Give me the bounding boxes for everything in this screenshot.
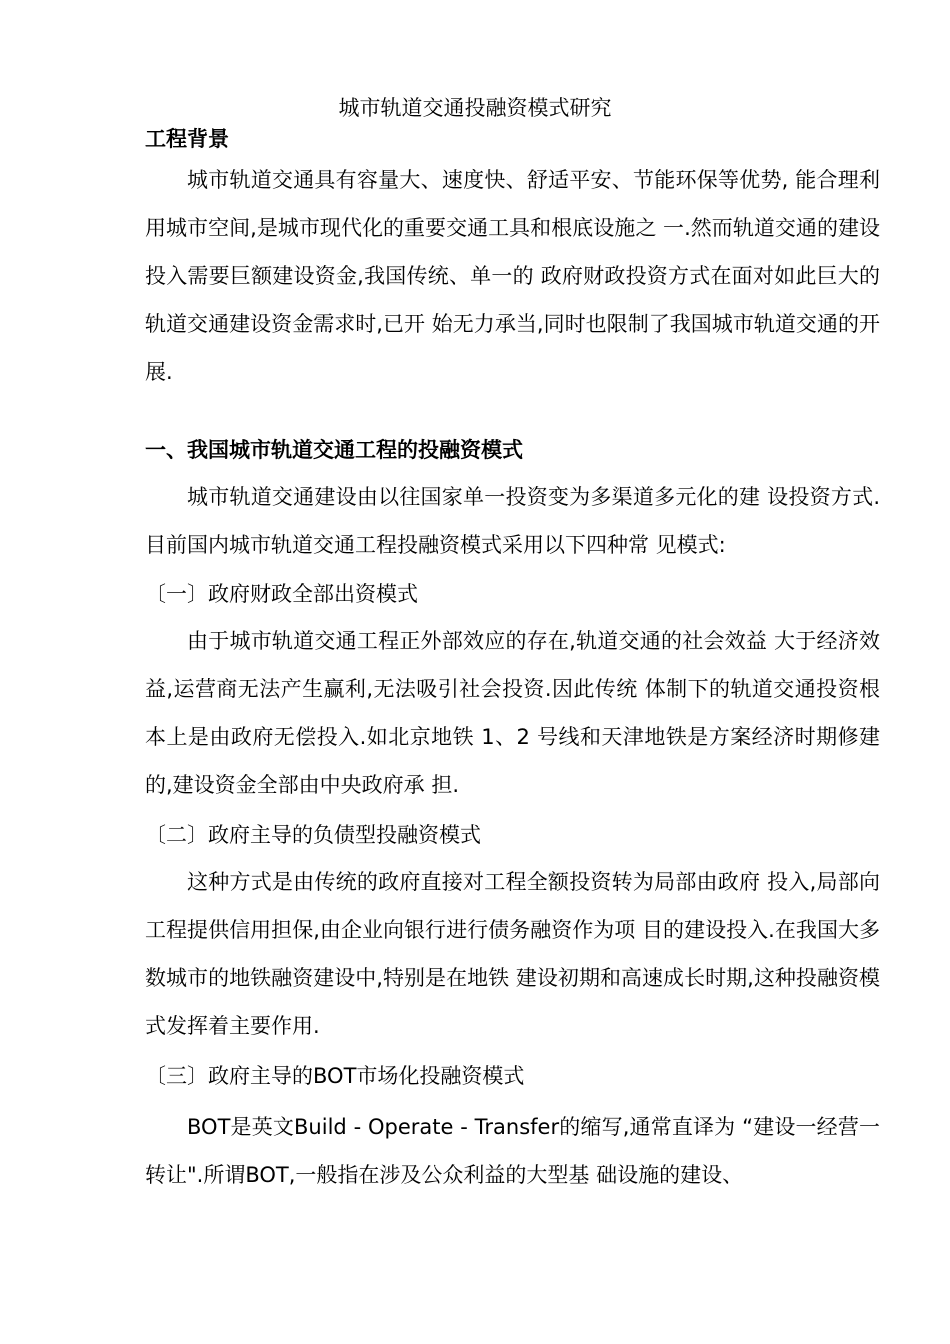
subsection-3-heading: 〔三〕政府主导的BOT市场化投融资模式 [145, 1064, 525, 1088]
section-1-paragraph: 城市轨道交通建设由以往国家单一投资变为多渠道多元化的建 设投资方式.目前国内城市轨道交通工程投融资模式采用以下四种常 见模式: [145, 485, 880, 557]
document-title: 城市轨道交通投融资模式研究 [338, 96, 612, 120]
subsection-1-paragraph: 由于城市轨道交通工程正外部效应的存在,轨道交通的社会效益 大于经济效益,运营商无法产生赢利,无法吸引社会投资.因此传统 体制下的轨道交通投资根本上是由政府无偿投入.如北京地铁 1、2 号线和天津地铁是方案经济时期修建的,建设资金全部由中央政府承 担. [145, 629, 880, 797]
section-1-heading: 一、我国城市轨道交通工程的投融资模式 [145, 438, 523, 462]
background-heading: 工程背景 [145, 127, 229, 151]
subsection-3-paragraph: BOT是英文Build - Operate - Transfer的缩写,通常直译为 “建设一经营一转让".所谓BOT,一般指在涉及公众利益的大型基 础设施的建设、 [145, 1115, 880, 1187]
background-paragraph: 城市轨道交通具有容量大、速度快、舒适平安、节能环保等优势, 能合理利用城市空间,是城市现代化的重要交通工具和根底设施之 一.然而轨道交通的建设投入需要巨额建设资金,我国传统、单一的 政府财政投资方式在面对如此巨大的轨道交通建设资金需求时,已开 始无力承当,同时也限制了我国城市轨道交通的开展. [145, 168, 880, 384]
subsection-1-heading: 〔一〕政府财政全部出资模式 [145, 582, 418, 606]
subsection-2-heading: 〔二〕政府主导的负债型投融资模式 [145, 823, 481, 847]
subsection-2-paragraph: 这种方式是由传统的政府直接对工程全额投资转为局部由政府 投入,局部向工程提供信用担保,由企业向银行进行债务融资作为项 目的建设投入.在我国大多数城市的地铁融资建设中,特别是在地铁 建设初期和高速成长时期,这种投融资模式发挥着主要作用. [145, 870, 880, 1038]
